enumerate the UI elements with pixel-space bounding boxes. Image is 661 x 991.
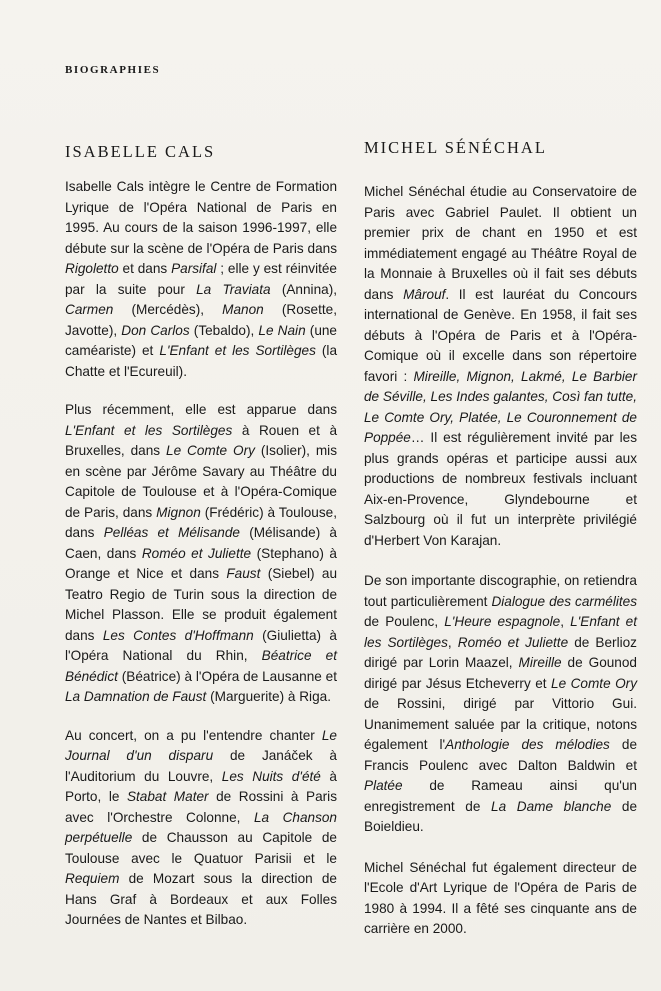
text-run: à Porto, le xyxy=(65,768,337,804)
text-run: de Mozart sous la direction de Hans Graf à Bordeaux et aux Folles Journées de Nantes et Bilbao. xyxy=(65,871,337,927)
text-run: de Rossini, dirigé par Vittorio Gui. Unanimement saluée par la critique, notons également l' xyxy=(364,696,637,752)
biography-paragraph xyxy=(364,182,637,551)
biography-paragraph xyxy=(65,726,337,931)
work-title: La Traviata xyxy=(196,281,271,297)
work-title: La Chanson perpétuelle xyxy=(65,809,337,845)
work-title: Faust xyxy=(226,566,261,581)
work-title: Mignon xyxy=(156,504,201,520)
work-title: Roméo et Juliette xyxy=(141,545,252,561)
work-title: Parsifal xyxy=(171,261,217,276)
work-title: Le Comte Ory xyxy=(551,675,637,691)
work-title: Platée xyxy=(364,778,403,793)
text-run: (Frédéric) à Toulouse, dans xyxy=(65,504,337,540)
work-title: L'Enfant et les Sortilèges xyxy=(65,422,233,438)
work-title: Béatrice et Bénédict xyxy=(65,648,338,684)
text-run: . Il est lauréat du Concours international de Genève. En 1958, il fait ses débuts à l'Opéra de Paris et à l'Opéra-Comique où il excelle dans son répertoire favori : xyxy=(364,286,637,384)
work-title: Le Nain xyxy=(258,322,306,338)
work-title: L'Enfant et les Sortilèges xyxy=(159,343,316,358)
text-run: ; elle y est réinvitée par la suite pour xyxy=(65,261,337,297)
text-run: Isabelle Cals intègre le Centre de Formation Lyrique de l'Opéra National de Paris en 1995. Au cours de la saison 1996-1997, elle débute sur la scène de l'Opéra de Paris dans xyxy=(65,179,337,256)
work-title: Anthologie des mélodies xyxy=(445,737,610,752)
text-run: , xyxy=(560,614,571,629)
text-run: Plus récemment, elle est apparue dans xyxy=(65,402,337,417)
work-title: Pelléas et Mélisande xyxy=(103,525,240,540)
text-run: (Tebaldo), xyxy=(189,322,259,338)
section-heading: BIOGRAPHIES xyxy=(65,64,161,76)
text-run: de Poulenc, xyxy=(364,614,445,629)
text-run: de Francis Poulenc avec Dalton Baldwin et xyxy=(364,737,637,773)
text-run: (Stephano) à Orange et Nice et dans xyxy=(65,545,337,581)
artist-name: MICHEL SÉNÉCHAL xyxy=(364,138,547,157)
work-title: La Damnation de Faust xyxy=(65,689,207,704)
text-run: Michel Sénéchal étudie au Conservatoire de Paris avec Gabriel Paulet. Il obtient un premier prix de chant en 1950 et est immédiatement engagé au Théâtre Royal de la Monnaie à Bruxelles où il fait ses débuts dans xyxy=(364,184,637,302)
work-title: Les Nuits d'été xyxy=(221,768,321,784)
work-title: Le Journal d'un disparu xyxy=(65,727,337,763)
text-run: (Mélisande) à Caen, dans xyxy=(65,525,337,561)
text-run: de Rossini à Paris avec l'Orchestre Colonne, xyxy=(65,789,337,825)
work-title: Le Comte Ory xyxy=(166,443,255,458)
work-title: Stabat Mater xyxy=(126,789,209,804)
work-title: Mireille, Mignon, Lakmé, Le Barbier de Séville, Les Indes galantes, Così fan tutte, Le Comte Ory, Platée, Le Couronnement de Poppée xyxy=(364,368,637,445)
text-run: De son importante discographie, on retiendra tout particulièrement xyxy=(364,573,637,609)
biography-isabelle-cals xyxy=(65,142,337,949)
work-title: Mârouf xyxy=(403,286,446,302)
text-run: de Berlioz dirigé par Lorin Maazel, xyxy=(364,634,637,670)
work-title: L'Enfant et les Sortilèges xyxy=(364,614,637,650)
text-run: (Isolier), mis en scène par Jérôme Savary au Théâtre du Capitole de Toulouse et à l'Opéra-Comique de Paris, dans xyxy=(65,443,337,520)
text-run: … Il est régulièrement invité par les plus grands opéras et participe aussi aux productions de nombreux festivals incluant Aix-en-Provence, Glyndebourne et Salzbourg où il fut un interprète privilégié d'Herbert Von Karajan. xyxy=(364,430,637,548)
text-run: de Gounod dirigé par Jésus Etcheverry et xyxy=(364,655,637,691)
text-run: Au concert, on a pu l'entendre chanter xyxy=(65,727,322,743)
work-title: Mireille xyxy=(518,655,562,670)
work-title: Dialogue des carmélites xyxy=(491,593,638,609)
text-run: et dans xyxy=(118,261,172,276)
work-title: La Dame blanche xyxy=(491,798,612,814)
text-run: de Rameau ainsi qu'un enregistrement de xyxy=(364,778,637,814)
work-title: Don Carlos xyxy=(121,322,190,338)
text-run: de Chausson au Capitole de Toulouse avec le Quatuor Parisii et le xyxy=(65,830,337,866)
work-title: Manon xyxy=(222,302,264,317)
text-run: Michel Sénéchal fut également directeur de l'Ecole d'Art Lyrique de l'Opéra de Paris de 1980 à 1994. Il a fêté ses cinquante ans de carrière en 2000. xyxy=(364,859,637,936)
text-run: (Béatrice) à l'Opéra de Lausanne et xyxy=(117,668,337,684)
text-run: (Annina), xyxy=(270,281,337,297)
text-run: , xyxy=(447,634,458,650)
biography-paragraph xyxy=(364,571,637,838)
biography-paragraph xyxy=(65,177,337,382)
text-run: de Boieldieu. xyxy=(364,798,638,834)
text-run: (Rosette, Javotte), xyxy=(65,302,337,338)
artist-name: ISABELLE CALS xyxy=(65,142,216,161)
work-title: Les Contes d'Hoffmann xyxy=(102,627,254,643)
text-run: (Marguerite) à Riga. xyxy=(206,689,331,704)
biography-michel-senechal xyxy=(364,138,637,960)
text-run: (la Chatte et l'Ecureuil). xyxy=(65,343,337,379)
text-run: (Giulietta) à l'Opéra National du Rhin, xyxy=(65,627,337,663)
work-title: Requiem xyxy=(65,871,120,886)
work-title: Carmen xyxy=(65,302,114,317)
work-title: L'Heure espagnole xyxy=(444,614,561,629)
text-run: de Janáček à l'Auditorium du Louvre, xyxy=(65,748,337,784)
text-run: (une caméariste) et xyxy=(65,322,337,358)
text-run: (Mercédès), xyxy=(113,302,223,317)
biography-paragraph xyxy=(364,858,637,940)
biography-paragraph xyxy=(65,400,337,708)
work-title: Rigoletto xyxy=(65,261,119,276)
text-run: (Siebel) au Teatro Regio de Turin sous la direction de Michel Plasson. Elle se produit également dans xyxy=(65,566,338,643)
work-title: Roméo et Juliette xyxy=(457,634,569,650)
text-run: à Rouen et à Bruxelles, dans xyxy=(65,422,338,458)
